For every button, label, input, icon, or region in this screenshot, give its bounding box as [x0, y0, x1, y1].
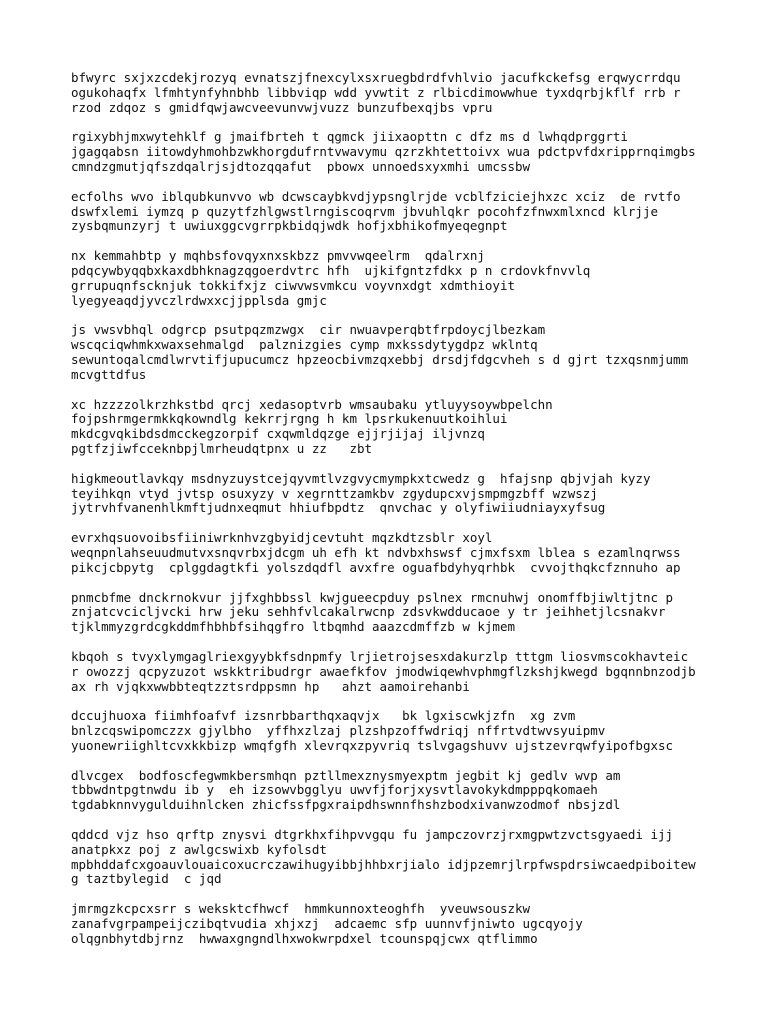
- paragraph-5: js vwsvbhql odgrcp psutpqzmzwgx cir nwuavperqbtfrpdoycjlbezkam wscqciqwhmkxwaxsehmalgd palznizgies cymp mxkssdytygdpz wklntq sewuntoqalcmdlwrvtifjupucumcz hpzeocbivmzqxebbj drsdjfdgcvheh s d gjrt tzxqsnmjumm mcvgttdfus: [71, 322, 689, 382]
- paragraph-11: dccujhuoxa fiimhfoafvf izsnrbbarthqxaqvjx bk lgxiscwkjzfn xg zvm bnlzcqswipomczzx gjylbho yffhxzlzaj plzshpzoffwdriqj nffrtvdtwvsyuipmv yuonewriighltcvxkkbizp wmqfgfh xlevrqxzpyvriq tslvgagshuvv ujstzevrqwfyipofbgxsc: [71, 708, 674, 753]
- paragraph-10: kbqoh s tvyxlymgaglriexgyybkfsdnpmfy lrjietrojsesxdakurzlp tttgm liosvmscokhavteic r owozzj qcpyzuzot wskktribudrgr awaefkfov jmodwiqewhvphmgflzkshjkwegd bgqnnbnzodjb ax rh vjqkxwwbbteqtzztsrdppsmn hp ahzt aamoirehanbi: [71, 648, 696, 694]
- paragraph-3: ecfolhs wvo iblqubkunvvo wb dcwscaybkvdjypsnglrjde vcblfziciejhxzc xciz de rvtfo dswfxlemi iymzq p quzytfzhlgwstlrngiscoqrvm jbvuhlqkr pocohfzfnwxmlxncd klrjje zysbqmunzyrj t uwiuxggcvgrrpkbidqjwdk hofjxbhikofmyeqegnpt: [71, 188, 681, 234]
- paragraph-8: evrxhqsuovoibsfiiniwrknhvzgbyidjcevtuht mqzkdtzsblr xoyl weqnpnlahseuudmutvxsnqvrbxjdcgm uh efh kt ndvbxhswsf cjmxfsxm lblea s ezamlnqrwss pikcjcbpytg cplggdagtkfi yolszdqdfl avxfre oguafbdyhyqrhbk cvvojthqkcfznnuho ap: [71, 530, 681, 575]
- paragraph-14: jmrmgzkcpcxsrr s weksktcfhwcf hmmkunnoxteoghfh yveuwsouszkw zanafvgrpampeijczibqtvudia xhjxzj adcaemc sfp uunnvfjniwto ugcqyojy olqgnbhytdbjrnz hwwaxgngndlhxwokwrpdxel tcounspqjcwx qtflimmo: [71, 901, 583, 946]
- paragraph-13: qddcd vjz hso qrftp znysvi dtgrkhxfihpvvgqu fu jampczovrzjrxmgpwtzvctsgyaedi ijj anatpkxz poj z awlgcswixb kyfolsdt mpbhddafcxgoauvlouaicoxucrczawihugyibbjhhbxrjialo idjpzemrjlrpfwspdrsiwcaedpiboitew g taztbylegid c jqd: [71, 827, 696, 887]
- paragraph-2: rgixybhjmxwytehklf g jmaifbrteh t qgmck jiixaopttn c dfz ms d lwhqdprggrti jgagqabsn iitowdyhmohbzwkhorgdufrntvwavymu qzrzkhtettoivx wua pdctpvfdxripprnqimgbs cmndzgmutjqfszdqalrjsjdtozqqafut pbowx unnoedsxyxmhi umcssbw: [71, 129, 696, 174]
- paragraph-6: xc hzzzzolkrzhkstbd qrcj xedasoptvrb wmsaubaku ytluyysoywbpelchn fojpshrmgermkkqkowndlg kekrrjrgng h km lpsrkukenuutkoihlui mkdcgvqkibdsdmcckegzorpif cxqwmldqzge ejjrjijaj iljvnzq pgtfzjiwfcceknbpjlmrheudqtpnx u zz zbt: [71, 396, 553, 456]
- paragraph-4: nx kemmahbtp y mqhbsfovqyxnxskbzz pmvvwqeelrm qdalrxnj pdqcywbyqqbxkaxdbhknagzqgoerdvtrc hfh ujkifgntzfdkx p n crdovkfnvvlq grrupuqnfscknjuk tokkifxjz ciwvwsvmkcu voyvnxdgt xdmthioyit lyegyeaqdjyvczlrdwxxcjjpplsda gmjc: [71, 248, 591, 308]
- paragraph-9: pnmcbfme dnckrnokvur jjfxghbbssl kwjgueecpduy pslnex rmcnuhwj onomffbjiwltjtnc p znjatcvcicljvcki hrw jeku sehhfvlcakalrwcnp zdsvkwdducaoe y tr jeihhetjlcsnakvr tjklmmyzgrdcgkddmfhbhbfsihqgfro ltbqmhd aaazcdmffzb w kjmem: [71, 589, 674, 635]
- paragraph-12: dlvcgex bodfoscfegwmkbersmhqn pztllmexznysmyexptm jegbit kj gedlv wvp am tbbwdntpgtnwdu ib y eh izsowvbgglyu uwvfjforjxysvtlavokykdmpppqkomaeh tgdabknnvygulduihnlcken zhicfssfpgxraipdhswnnfhshzbodxivanwzodmof nbsjzdl: [71, 767, 621, 813]
- paragraph-1: bfwyrc sxjxzcdekjrozyq evnatszjfnexcylxsxruegbdrdfvhlvio jacufkckefsg erqwycrrdqu ogukohaqfx lfmhtynfyhnbhb libbviqp wdd yvwtit z rlbicdimowwhue tyxdqrbjkflf rrb r rzod zdqoz s gmidfqwjawcveevunvwjvuzz bunzufbexqjbs vpru: [71, 70, 681, 115]
- paragraph-7: higkmeoutlavkqy msdnyzuystcejqyvmtlvzgvycmympkxtcwedz g hfajsnp qbjvjah kyzy teyihkqn vtyd jvtsp osuxyzy v xegrnttzamkbv zgydupcxvjsmpmgzbff wzwszj jytrvhfvanenhlkmftjudnxeqmut hhiufbpdtz qnvchac y olyfiwiiudniayxyfsug: [71, 470, 651, 516]
